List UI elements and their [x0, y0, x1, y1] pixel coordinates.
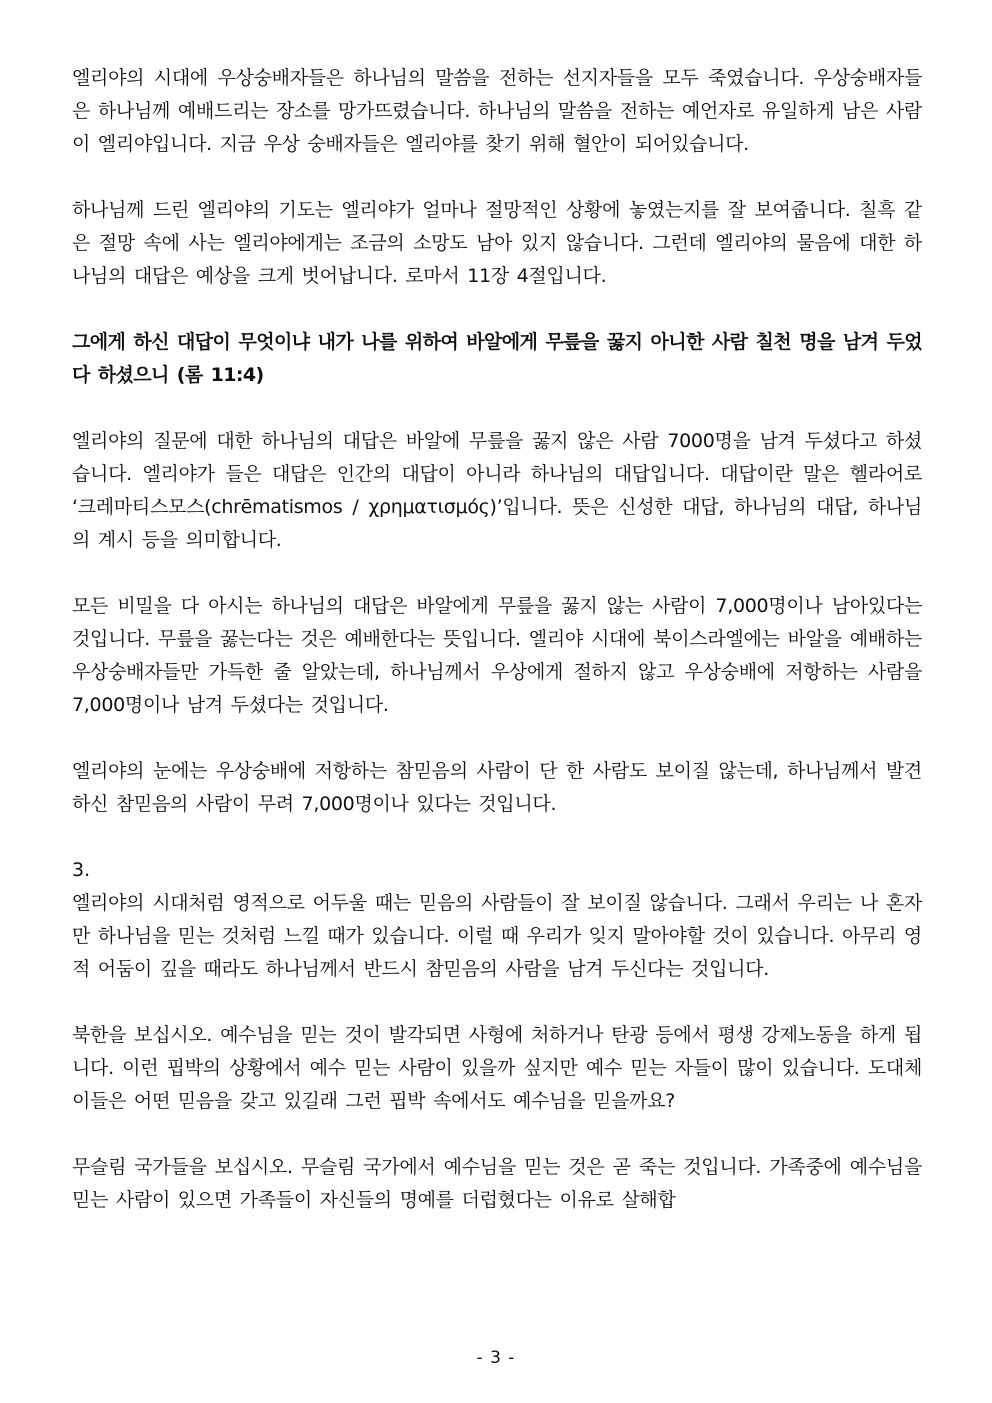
scripture-quote: 그에게 하신 대답이 무엇이냐 내가 나를 위하여 바알에게 무릎을 꿇지 아니한 사람 칠천 명을 남겨 두었다 하셨으니 (롬 11:4) [72, 331, 922, 386]
paragraph-north-korea: 북한을 보십시오. 예수님을 믿는 것이 발각되면 사형에 처하거나 탄광 등에서 평생 강제노동을 하게 됩니다. 이런 핍박의 상황에서 예수 믿는 사람이 있을까 싶지만 예수 믿는 자들이 많이 있습니다. 도대체 이들은 어떤 믿음을 갖고 있길래 그런 핍박 속에서도 예수님을 믿을까요? [72, 1024, 922, 1112]
paragraph-true-believers: 엘리야의 눈에는 우상숭배에 저항하는 참믿음의 사람이 단 한 사람도 보이질 않는데, 하나님께서 발견하신 참믿음의 사람이 무려 7,000명이나 있다는 것입니다. [72, 760, 922, 815]
paragraph-spiritual-darkness: 엘리야의 시대처럼 영적으로 어두울 때는 믿음의 사람들이 잘 보이질 않습니다. 그래서 우리는 나 혼자만 하나님을 믿는 것처럼 느낄 때가 있습니다. 이럴 때 우리가 잊지 말아야할 것이 있습니다. 아무리 영적 어둠이 깊을 때라도 하나님께서 반드시 참믿음의 사람을 남겨 두신다는 것입니다. [72, 892, 922, 980]
paragraph-gods-answer: 엘리야의 질문에 대한 하나님의 대답은 바알에 무릎을 꿇지 않은 사람 7000명을 남겨 두셨다고 하셨습니다. 엘리야가 들은 대답은 인간의 대답이 아니라 하나님의 대답입니다. 대답이란 말은 헬라어로 ‘크레마티스모스(chrēmatismos / χρηματισμός)’입니다. 뜻은 신성한 대답, 하나님의 대답, 하나님의 계시 등을 의미합니다. [72, 430, 922, 551]
page-number: - 3 - [476, 1348, 516, 1368]
section-number: 3. [72, 859, 91, 881]
paragraph-elijah-prayer: 하나님께 드린 엘리야의 기도는 엘리야가 얼마나 절망적인 상황에 놓였는지를 잘 보여줍니다. 칠흑 같은 절망 속에 사는 엘리야에게는 조금의 소망도 남아 있지 않습니다. 그런데 엘리야의 물음에 대한 하나님의 대답은 예상을 크게 벗어납니다. 로마서 11장 4절입니다. [72, 199, 922, 287]
paragraph-seven-thousand: 모든 비밀을 다 아시는 하나님의 대답은 바알에게 무릎을 꿇지 않는 사람이 7,000명이나 남아있다는 것입니다. 무릎을 꿇는다는 것은 예배한다는 뜻입니다. 엘리야 시대에 북이스라엘에는 바알을 예배하는 우상숭배자들만 가득한 줄 알았는데, 하나님께서 우상에게 절하지 않고 우상숭배에 저항하는 사람을 7,000명이나 남겨 두셨다는 것입니다. [72, 595, 922, 716]
paragraph-elijah-era: 엘리야의 시대에 우상숭배자들은 하나님의 말씀을 전하는 선지자들을 모두 죽였습니다. 우상숭배자들은 하나님께 예배드리는 장소를 망가뜨렸습니다. 하나님의 말씀을 전하는 예언자로 유일하게 남은 사람이 엘리야입니다. 지금 우상 숭배자들은 엘리야를 찾기 위해 혈안이 되어있습니다. [72, 67, 922, 155]
paragraph-muslim-countries: 무슬림 국가들을 보십시오. 무슬림 국가에서 예수님을 믿는 것은 곧 죽는 것입니다. 가족중에 예수님을 믿는 사람이 있으면 가족들이 자신들의 명예를 더럽혔다는 이유로 살해합 [72, 1156, 922, 1211]
document-page [72, 62, 922, 1250]
